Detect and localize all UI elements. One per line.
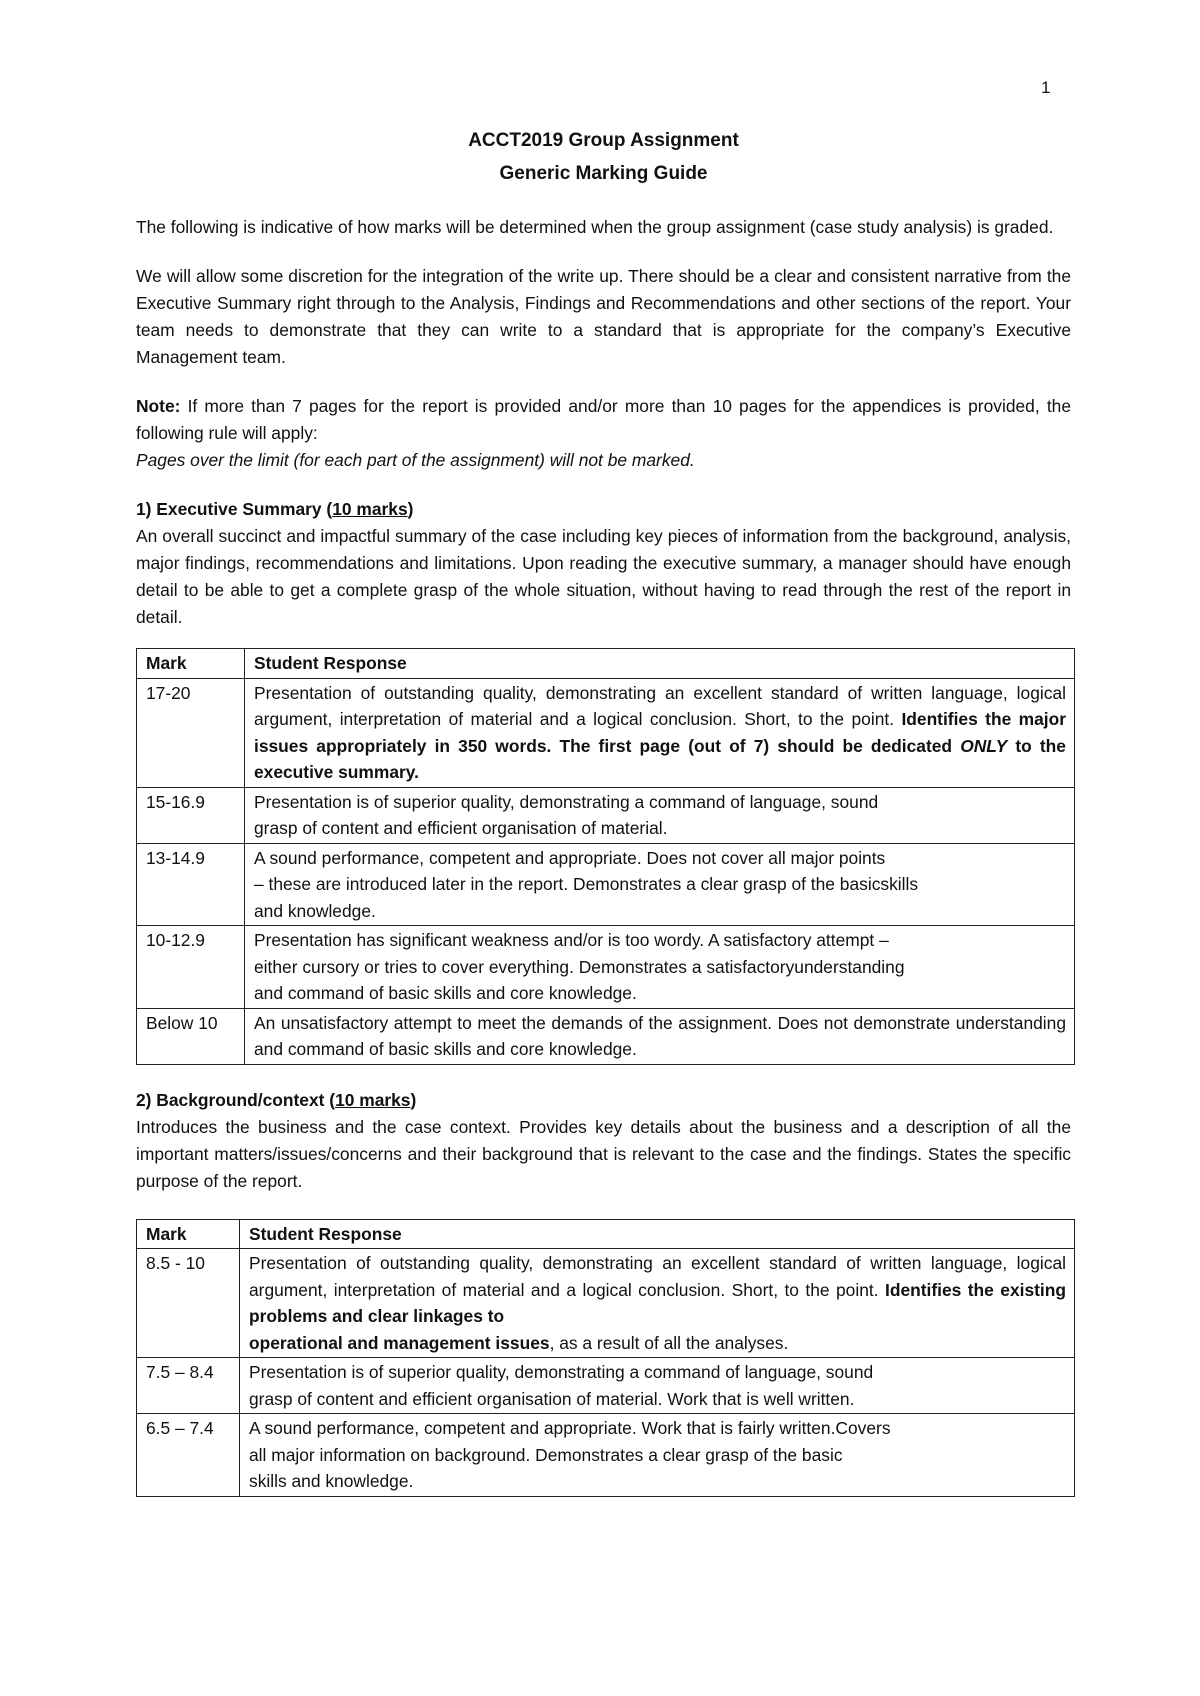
section-1-name: Executive Summary (: [156, 499, 333, 519]
page-content: [136, 124, 1071, 1497]
document-title: ACCT2019 Group Assignment: [468, 130, 739, 151]
intro-paragraph-1: The following is indicative of how marks will be determined when the group assignment (case study analysis) is graded.: [136, 217, 1054, 237]
table-row: [137, 1008, 1075, 1064]
mark-column-header: Mark: [137, 1219, 240, 1249]
response-line: and command of basic skills and core knowledge.: [254, 983, 637, 1003]
intro-paragraph-2: We will allow some discretion for the integration of the write up. There should be a clear and consistent narrative from the Executive Summary right through to the Analysis, Findings and Recommendations and other sections of the report. Your team needs to demonstrate that they can write to a standard that is appropriate for the company’s Executive Management team.: [136, 266, 1071, 367]
mark-cell: 7.5 – 8.4: [137, 1358, 240, 1414]
mark-cell: 8.5 - 10: [137, 1249, 240, 1358]
response-column-header: Student Response: [245, 649, 1075, 679]
section-2-close: ): [410, 1089, 417, 1110]
section-1-close: ): [407, 499, 414, 519]
response-cell: [240, 1358, 1075, 1414]
table-row: [137, 1414, 1075, 1497]
table-header-row: [137, 1219, 1075, 1249]
mark-column-header: Mark: [137, 649, 245, 679]
section-2-number: 2): [136, 1089, 157, 1110]
response-cell: An unsatisfactory attempt to meet the demands of the assignment. Does not demonstrate understanding and command of basic skills and core knowledge.: [245, 1008, 1075, 1064]
response-line: Presentation is of superior quality, demonstrating a command of language, sound: [249, 1362, 874, 1382]
table-row: [137, 1358, 1075, 1414]
response-line: Presentation has significant weakness and/or is too wordy. A satisfactory attempt –: [254, 930, 889, 950]
response-bold-text-end: to the executive summary.: [254, 735, 1066, 782]
note-rule: Pages over the limit (for each part of the assignment) will not be marked.: [136, 450, 695, 470]
response-cell: [245, 678, 1075, 787]
response-line: A sound performance, competent and appropriate. Does not cover all major points: [254, 847, 886, 868]
section-2-description: Introduces the business and the case context. Provides key details about the business and a description of all the important matters/issues/concerns and their background that is relevant to the case and the findings. States the specific purpose of the report.: [136, 1116, 1071, 1191]
section-2-name: Background/context (: [156, 1089, 336, 1110]
table-row: [137, 1249, 1075, 1358]
mark-cell: Below 10: [137, 1008, 245, 1064]
response-line: and knowledge.: [254, 900, 376, 921]
response-text: Presentation of outstanding quality, demonstrating an excellent standard of written language, logical argument, interpretation of material and a logical conclusion. Short, to the point.: [249, 1253, 1066, 1300]
table-header-row: [137, 649, 1075, 679]
page-number: 1: [1041, 78, 1051, 97]
response-line: A sound performance, competent and appropriate. Work that is fairly written.Covers: [249, 1418, 891, 1438]
note-paragraph: [136, 393, 1071, 447]
mark-cell: 6.5 – 7.4: [137, 1414, 240, 1497]
response-bold-text: Identifies the major issues appropriately in 350 words. The first page (out of 7) should be dedicated: [254, 709, 1066, 756]
response-line: skills and knowledge.: [249, 1471, 414, 1491]
mark-cell: 15-16.9: [137, 787, 245, 843]
response-line: grasp of content and efficient organisation of material. Work that is well written.: [249, 1388, 855, 1409]
section-1-number: 1): [136, 499, 157, 519]
table-row: [137, 843, 1075, 926]
response-line: grasp of content and efficient organisation of material.: [254, 818, 668, 838]
section-1-heading: [136, 496, 1071, 523]
table-row: [137, 787, 1075, 843]
table-row: [137, 678, 1075, 787]
mark-cell: 13-14.9: [137, 843, 245, 926]
section-1-marks: 10 marks: [332, 499, 408, 519]
response-cell: [240, 1414, 1075, 1497]
mark-cell: 17-20: [137, 678, 245, 787]
section-2-marks: 10 marks: [335, 1089, 411, 1110]
response-line: all major information on background. Demonstrates a clear grasp of the basic: [249, 1444, 843, 1465]
response-line: either cursory or tries to cover everything. Demonstrates a satisfactoryunderstanding: [254, 956, 905, 977]
background-rubric-table: [136, 1219, 1075, 1497]
response-bold-text: operational and management issues: [249, 1332, 550, 1353]
response-cell: [245, 926, 1075, 1009]
response-cell: [245, 787, 1075, 843]
executive-summary-rubric-table: [136, 648, 1075, 1065]
response-cell: [240, 1249, 1075, 1358]
section-1-description: An overall succinct and impactful summary of the case including key pieces of information from the background, analysis, major findings, recommendations and limitations. Upon reading the executive summary, a manager should have enough detail to be able to get a complete grasp of the whole situation, without having to read through the rest of the report in detail.: [136, 526, 1071, 627]
note-label: Note:: [136, 396, 181, 416]
response-emphasis: ONLY: [960, 735, 1008, 756]
table-row: [137, 926, 1075, 1009]
response-bold-text: Identifies the existing problems and clear linkages to: [249, 1279, 1066, 1326]
response-cell: [245, 843, 1075, 926]
mark-cell: 10-12.9: [137, 926, 245, 1009]
response-column-header: Student Response: [240, 1219, 1075, 1249]
response-text-end: , as a result of all the analyses.: [549, 1332, 789, 1353]
response-line: Presentation is of superior quality, demonstrating a command of language, sound: [254, 791, 879, 812]
section-2-heading: [136, 1087, 1071, 1114]
document-subtitle: Generic Marking Guide: [499, 163, 708, 184]
response-line: – these are introduced later in the report. Demonstrates a clear grasp of the basicskills: [254, 874, 919, 894]
note-text: If more than 7 pages for the report is provided and/or more than 10 pages for the appendices is provided, the following rule will apply:: [136, 396, 1071, 443]
response-text: Presentation of outstanding quality, demonstrating an excellent standard of written language, logical argument, interpretation of material and a logical conclusion. Short, to the point.: [254, 682, 1066, 729]
